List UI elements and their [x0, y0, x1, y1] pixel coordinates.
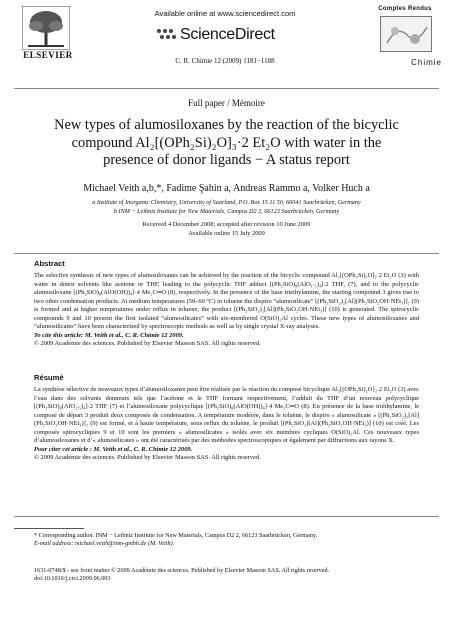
cr-title: Comptes Rendus	[378, 6, 432, 12]
header-divider	[14, 88, 439, 89]
sciencedirect-logo	[150, 22, 310, 48]
affiliations	[30, 199, 423, 216]
abstract-divider-top	[14, 253, 439, 254]
abstract-cite: To cite this article: M. Veith et al., C. R. Chimie 12 2009.	[34, 331, 184, 339]
abstract-text: The selective synthesis of new types of alumosiloxanes can be achieved by the reaction of the bicyclic compound Al₂[(OPh₂Si)₂O]₃·2 Et₂O (3) with water in donor solvents like acetone or THF, leading to the polycyclic THF adduct [(Ph₂SiO)₈(AlO₁.₅)₄]·2 THF, (7), and to the polycyclic alumosiloxane [(Ph₂SiO)₈(AlO(OH))₄]·4 Me₂C═O (8), respectively. In the presence of the base triethylamine, the starting compound 3 gives rise to two other condensation products. At medium temperatures (50–60 °C) in toluene the dispiro “alumosilicate” [(Ph₂SiO₂)₂[Al](Ph₂SiO₂OH·NEt₃)]₂ (9) is formed and at higher temperatures under reflux in toluene, the product [(Ph₂SiO₂)₂[Al](Ph₂SiO₂OH·NEt₃)] (10) is generated. The spirocyclic compounds 9 and 10 present the first isolated “alumosilicates” with six-membered O(SiO)₂Al cycles. These new types of alumosiloxanes and “alumosilicates” have been characterised by spectroscopic methods as well as by single crystal X-ray analyses.	[34, 272, 419, 331]
elsevier-tree-icon	[22, 6, 70, 50]
footnote-rule	[14, 528, 84, 529]
abstract-copyright: © 2009 Académie des sciences. Published by Elsevier Masson SAS. All rights reserved.	[34, 340, 261, 348]
author-list: Michael Veith a,b,*, Fadime Şahin a, Andreas Rammo a, Volker Huch a	[83, 183, 370, 194]
keywords-divider	[14, 516, 439, 517]
front-matter: 1631-0748/$ - see front matter © 2009 Académie des sciences. Published by Elsevier Masson SAS. All rights reserved.	[34, 567, 330, 574]
corresponding-author: * Corresponding author. INM − Leibniz Institute for New Materials, Campus D2 2, 66123 Saarbrücken, Germany.	[34, 532, 318, 539]
publisher-name: ELSEVIER	[23, 50, 73, 60]
corresponding-email: E-mail address: michael.veith@inm-gmbh.de (M. Veith).	[34, 540, 175, 548]
cr-cover-image	[380, 16, 432, 52]
article-title: New types of alumosiloxanes by the reaction of the bicyclic compound Al₂[(OPh₂Si)₂O]₃·2 Et₂O with water in the presence of donor ligands − A status report	[54, 117, 399, 168]
abstract-heading: Abstract	[34, 259, 65, 268]
affiliation-a: a Institute of Inorganic Chemistry, University of Saarland, P.O. Box 15 11 50, 66041 Saarbrücken, Germany	[92, 199, 361, 206]
page-footer	[34, 567, 419, 584]
available-online-text: Available online at www.sciencedirect.com	[154, 9, 296, 18]
doi: doi:10.1016/j.crci.2009.06.003	[34, 575, 111, 583]
resume-text: La synthèse sélective de nouveaux types d’alumosiloxanes peut être réalisée par la réaction du composé bicyclique Al₂[(OPh₂Si)₂O]₃·2 Et₂O (3) avec l’eau dans des solvants donneurs tels que l’acétone et le THF formant respectivement, l’adduit du THF d’un nouveau polycyclique [(Ph₂SiO)₈(AlO₁.₅)₄]·2 THF (7) et l’alumosiloxane polycyclique [(Ph₂SiO)₈(AlO(OH))₄]·4 Me₂C═O (8). En présence de la base triéthylamine, le composé de départ 3 produit deux composés de condensation. A température modérée, dans le toluène, le dispiro « alumosilicate » [(Ph₂SiO₂)₂[Al](Ph₂SiO₂OH·NEt₃)]₂ (9) est formé, et à haute température, sous reflux du toluène, le produit [(Ph₂SiO₂)[Al](Ph₂SiO₂OH·NEt₃)] (10) est créé. Les composés spirocycliques 9 et 10 sont les premiers « alumosilicates » isolés avec six membres cycliques O(SiO)₂Al. Ces nouveaux types d’alumosiloxanes et d’« alumosilicates » ont été caractérisés par des méthodes spectroscopiques et également par diffractions aux rayons X.	[34, 386, 419, 445]
cr-chimie: Chimie	[411, 58, 442, 67]
available-date: Available online 15 July 2009	[188, 229, 265, 237]
sciencedirect-dots-icon	[156, 28, 176, 42]
comptes-rendus-logo	[368, 6, 442, 72]
resume-cite: Pour citer cet article : M. Veith et al., C. R. Chimie 12 2009.	[34, 445, 193, 453]
received-date: Received 4 December 2008; accepted after revision 10 June 2009	[142, 221, 311, 228]
resume-heading: Résumé	[34, 373, 64, 382]
resume-body	[34, 386, 419, 463]
sciencedirect-wordmark: ScienceDirect	[180, 26, 275, 43]
corresponding-footnote	[34, 532, 419, 549]
elsevier-logo	[14, 6, 78, 64]
abstract-body	[34, 272, 419, 349]
affiliation-b: b INM − Leibniz Institute for New Materials, Campus D2 2, 66123 Saarbrücken, Germany	[113, 207, 340, 215]
resume-copyright: © 2009 Académie des sciences. Published by Elsevier Masson SAS. All rights reserved.	[34, 454, 261, 462]
dates	[30, 221, 423, 238]
journal-reference: C. R. Chimie 12 (2009) 1181−1188	[175, 57, 275, 65]
article-type: Full paper / Mémoire	[188, 98, 265, 108]
